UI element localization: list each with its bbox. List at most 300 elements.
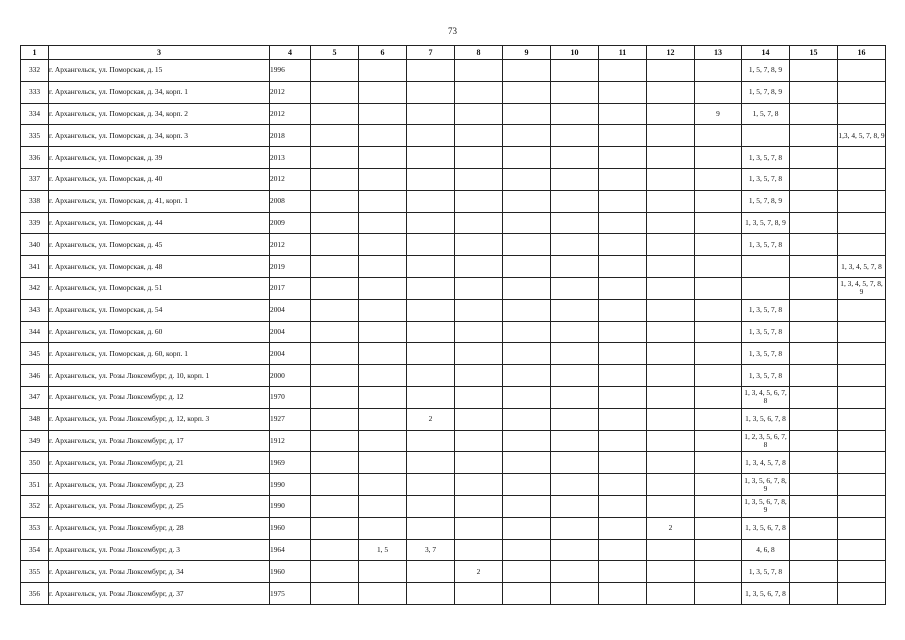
column-16-cell (838, 60, 886, 82)
column-13-cell: 9 (695, 103, 742, 125)
column-9-cell (503, 386, 551, 408)
column-5-cell (311, 539, 359, 561)
column-16-cell (838, 539, 886, 561)
row-number-cell: 351 (21, 474, 49, 496)
column-7-cell (407, 386, 455, 408)
column-13-cell (695, 212, 742, 234)
column-12-cell (647, 125, 695, 147)
column-6-cell (359, 517, 407, 539)
column-9-cell (503, 277, 551, 299)
row-number-cell: 340 (21, 234, 49, 256)
column-7-cell: 3, 7 (407, 539, 455, 561)
address-cell: г. Архангельск, ул. Поморская, д. 44 (49, 212, 270, 234)
column-14-cell: 1, 5, 7, 8, 9 (742, 190, 790, 212)
column-15-cell (790, 517, 838, 539)
address-cell: г. Архангельск, ул. Розы Люксембург, д. 12, корп. 3 (49, 408, 270, 430)
column-header-4: 4 (270, 46, 311, 60)
table-header (21, 46, 886, 60)
column-12-cell (647, 103, 695, 125)
column-12-cell (647, 81, 695, 103)
column-5-cell (311, 474, 359, 496)
column-7-cell (407, 125, 455, 147)
column-8-cell (455, 517, 503, 539)
column-16-cell: 1,3, 4, 5, 7, 8, 9 (838, 125, 886, 147)
column-6-cell (359, 561, 407, 583)
column-7-cell (407, 212, 455, 234)
table-row (21, 212, 886, 234)
column-9-cell (503, 234, 551, 256)
column-13-cell (695, 474, 742, 496)
column-5-cell (311, 256, 359, 278)
column-6-cell (359, 190, 407, 212)
table-row (21, 343, 886, 365)
column-11-cell (599, 234, 647, 256)
column-16-cell (838, 168, 886, 190)
year-cell: 1969 (270, 452, 311, 474)
column-10-cell (551, 517, 599, 539)
column-14-cell: 1, 3, 5, 7, 8 (742, 365, 790, 387)
column-8-cell (455, 343, 503, 365)
column-12-cell (647, 561, 695, 583)
column-9-cell (503, 539, 551, 561)
column-7-cell: 2 (407, 408, 455, 430)
address-cell: г. Архангельск, ул. Поморская, д. 34, корп. 3 (49, 125, 270, 147)
column-16-cell (838, 386, 886, 408)
column-8-cell (455, 60, 503, 82)
table-row (21, 277, 886, 299)
column-8-cell (455, 365, 503, 387)
column-9-cell (503, 103, 551, 125)
column-5-cell (311, 561, 359, 583)
address-cell: г. Архангельск, ул. Розы Люксембург, д. 25 (49, 495, 270, 517)
column-10-cell (551, 321, 599, 343)
row-number-cell: 333 (21, 81, 49, 103)
column-header-8: 8 (455, 46, 503, 60)
column-6-cell (359, 474, 407, 496)
year-cell: 1990 (270, 474, 311, 496)
column-7-cell (407, 474, 455, 496)
column-5-cell (311, 408, 359, 430)
column-8-cell (455, 452, 503, 474)
column-5-cell (311, 517, 359, 539)
year-cell: 1996 (270, 60, 311, 82)
column-13-cell (695, 343, 742, 365)
year-cell: 2004 (270, 321, 311, 343)
column-6-cell (359, 125, 407, 147)
column-10-cell (551, 430, 599, 452)
column-9-cell (503, 299, 551, 321)
column-7-cell (407, 256, 455, 278)
row-number-cell: 342 (21, 277, 49, 299)
column-7-cell (407, 234, 455, 256)
column-10-cell (551, 125, 599, 147)
column-13-cell (695, 561, 742, 583)
column-9-cell (503, 583, 551, 605)
table-row (21, 386, 886, 408)
column-8-cell (455, 583, 503, 605)
row-number-cell: 334 (21, 103, 49, 125)
column-15-cell (790, 386, 838, 408)
column-14-cell: 1, 5, 7, 8, 9 (742, 60, 790, 82)
column-7-cell (407, 365, 455, 387)
column-12-cell (647, 365, 695, 387)
column-10-cell (551, 103, 599, 125)
column-10-cell (551, 408, 599, 430)
column-14-cell: 1, 3, 4, 5, 6, 7, 8 (742, 386, 790, 408)
column-16-cell (838, 103, 886, 125)
column-16-cell (838, 147, 886, 169)
column-10-cell (551, 539, 599, 561)
column-5-cell (311, 343, 359, 365)
row-number-cell: 350 (21, 452, 49, 474)
row-number-cell: 353 (21, 517, 49, 539)
column-15-cell (790, 365, 838, 387)
column-8-cell (455, 256, 503, 278)
column-14-cell: 1, 3, 5, 7, 8 (742, 234, 790, 256)
address-cell: г. Архангельск, ул. Розы Люксембург, д. 21 (49, 452, 270, 474)
column-8-cell (455, 234, 503, 256)
row-number-cell: 355 (21, 561, 49, 583)
column-10-cell (551, 277, 599, 299)
column-12-cell (647, 343, 695, 365)
column-11-cell (599, 365, 647, 387)
column-8-cell (455, 299, 503, 321)
column-12-cell (647, 190, 695, 212)
column-5-cell (311, 583, 359, 605)
column-5-cell (311, 452, 359, 474)
column-12-cell (647, 583, 695, 605)
column-9-cell (503, 408, 551, 430)
table-row (21, 408, 886, 430)
column-12-cell (647, 168, 695, 190)
year-cell: 2008 (270, 190, 311, 212)
column-15-cell (790, 430, 838, 452)
column-14-cell: 1, 3, 5, 7, 8 (742, 147, 790, 169)
column-10-cell (551, 234, 599, 256)
column-9-cell (503, 343, 551, 365)
column-7-cell (407, 517, 455, 539)
column-13-cell (695, 583, 742, 605)
column-11-cell (599, 452, 647, 474)
column-14-cell: 4, 6, 8 (742, 539, 790, 561)
column-15-cell (790, 539, 838, 561)
row-number-cell: 339 (21, 212, 49, 234)
address-cell: г. Архангельск, ул. Поморская, д. 60, корп. 1 (49, 343, 270, 365)
row-number-cell: 352 (21, 495, 49, 517)
address-cell: г. Архангельск, ул. Поморская, д. 15 (49, 60, 270, 82)
address-cell: г. Архангельск, ул. Поморская, д. 40 (49, 168, 270, 190)
column-11-cell (599, 212, 647, 234)
column-16-cell (838, 343, 886, 365)
column-15-cell (790, 60, 838, 82)
column-11-cell (599, 539, 647, 561)
column-7-cell (407, 495, 455, 517)
column-8-cell (455, 81, 503, 103)
year-cell: 2000 (270, 365, 311, 387)
column-14-cell: 1, 2, 3, 5, 6, 7, 8 (742, 430, 790, 452)
row-number-cell: 336 (21, 147, 49, 169)
column-13-cell (695, 430, 742, 452)
table-row (21, 256, 886, 278)
column-6-cell (359, 256, 407, 278)
column-12-cell (647, 299, 695, 321)
column-8-cell (455, 474, 503, 496)
column-15-cell (790, 125, 838, 147)
column-9-cell (503, 517, 551, 539)
column-13-cell (695, 60, 742, 82)
column-11-cell (599, 386, 647, 408)
column-12-cell: 2 (647, 517, 695, 539)
column-10-cell (551, 60, 599, 82)
table-row (21, 321, 886, 343)
column-12-cell (647, 277, 695, 299)
column-15-cell (790, 81, 838, 103)
column-6-cell (359, 103, 407, 125)
column-header-11: 11 (599, 46, 647, 60)
column-5-cell (311, 212, 359, 234)
column-10-cell (551, 343, 599, 365)
column-13-cell (695, 386, 742, 408)
row-number-cell: 354 (21, 539, 49, 561)
column-12-cell (647, 147, 695, 169)
column-8-cell (455, 386, 503, 408)
column-13-cell (695, 81, 742, 103)
column-8-cell (455, 103, 503, 125)
column-15-cell (790, 583, 838, 605)
column-14-cell: 1, 5, 7, 8, 9 (742, 81, 790, 103)
column-16-cell (838, 474, 886, 496)
column-14-cell (742, 125, 790, 147)
column-9-cell (503, 168, 551, 190)
column-5-cell (311, 321, 359, 343)
column-14-cell: 1, 3, 5, 6, 7, 8, 9 (742, 474, 790, 496)
row-number-cell: 344 (21, 321, 49, 343)
column-9-cell (503, 212, 551, 234)
column-13-cell (695, 277, 742, 299)
column-6-cell (359, 81, 407, 103)
column-header-10: 10 (551, 46, 599, 60)
column-10-cell (551, 299, 599, 321)
column-5-cell (311, 103, 359, 125)
column-13-cell (695, 168, 742, 190)
column-10-cell (551, 190, 599, 212)
column-6-cell (359, 321, 407, 343)
column-8-cell (455, 212, 503, 234)
column-13-cell (695, 452, 742, 474)
column-6-cell (359, 430, 407, 452)
column-header-12: 12 (647, 46, 695, 60)
column-11-cell (599, 474, 647, 496)
table-row (21, 125, 886, 147)
column-15-cell (790, 256, 838, 278)
column-15-cell (790, 103, 838, 125)
column-6-cell (359, 60, 407, 82)
column-5-cell (311, 299, 359, 321)
address-cell: г. Архангельск, ул. Поморская, д. 51 (49, 277, 270, 299)
column-12-cell (647, 408, 695, 430)
address-cell: г. Архангельск, ул. Поморская, д. 60 (49, 321, 270, 343)
address-cell: г. Архангельск, ул. Поморская, д. 34, корп. 1 (49, 81, 270, 103)
column-7-cell (407, 60, 455, 82)
column-8-cell (455, 190, 503, 212)
year-cell: 2018 (270, 125, 311, 147)
address-cell: г. Архангельск, ул. Розы Люксембург, д. 17 (49, 430, 270, 452)
column-6-cell (359, 234, 407, 256)
column-header-16: 16 (838, 46, 886, 60)
column-13-cell (695, 147, 742, 169)
column-7-cell (407, 168, 455, 190)
column-11-cell (599, 125, 647, 147)
column-5-cell (311, 168, 359, 190)
column-6-cell (359, 408, 407, 430)
column-15-cell (790, 299, 838, 321)
column-9-cell (503, 60, 551, 82)
column-12-cell (647, 212, 695, 234)
year-cell: 1960 (270, 561, 311, 583)
year-cell: 1912 (270, 430, 311, 452)
column-6-cell (359, 168, 407, 190)
row-number-cell: 337 (21, 168, 49, 190)
column-12-cell (647, 256, 695, 278)
column-16-cell (838, 299, 886, 321)
column-6-cell: 1, 5 (359, 539, 407, 561)
table-row (21, 561, 886, 583)
column-14-cell: 1, 5, 7, 8 (742, 103, 790, 125)
column-11-cell (599, 168, 647, 190)
year-cell: 1970 (270, 386, 311, 408)
table-row (21, 430, 886, 452)
column-10-cell (551, 212, 599, 234)
column-header-3: 3 (49, 46, 270, 60)
column-12-cell (647, 60, 695, 82)
column-11-cell (599, 495, 647, 517)
year-cell: 2013 (270, 147, 311, 169)
column-14-cell: 1, 3, 5, 6, 7, 8 (742, 583, 790, 605)
column-13-cell (695, 408, 742, 430)
column-11-cell (599, 321, 647, 343)
row-number-cell: 349 (21, 430, 49, 452)
column-header-14: 14 (742, 46, 790, 60)
table-row (21, 452, 886, 474)
year-cell: 2004 (270, 299, 311, 321)
column-5-cell (311, 277, 359, 299)
column-15-cell (790, 212, 838, 234)
column-11-cell (599, 60, 647, 82)
table-row (21, 365, 886, 387)
column-14-cell: 1, 3, 4, 5, 7, 8 (742, 452, 790, 474)
column-16-cell: 1, 3, 4, 5, 7, 8 (838, 256, 886, 278)
column-11-cell (599, 299, 647, 321)
column-9-cell (503, 561, 551, 583)
column-header-7: 7 (407, 46, 455, 60)
year-cell: 2017 (270, 277, 311, 299)
column-7-cell (407, 277, 455, 299)
column-14-cell: 1, 3, 5, 7, 8 (742, 561, 790, 583)
column-6-cell (359, 147, 407, 169)
column-12-cell (647, 452, 695, 474)
year-cell: 1960 (270, 517, 311, 539)
column-8-cell (455, 147, 503, 169)
column-13-cell (695, 299, 742, 321)
address-cell: г. Архангельск, ул. Розы Люксембург, д. 23 (49, 474, 270, 496)
column-9-cell (503, 190, 551, 212)
column-12-cell (647, 321, 695, 343)
column-16-cell (838, 452, 886, 474)
table-row (21, 474, 886, 496)
column-7-cell (407, 452, 455, 474)
year-cell: 2012 (270, 168, 311, 190)
column-9-cell (503, 256, 551, 278)
column-5-cell (311, 234, 359, 256)
column-16-cell (838, 583, 886, 605)
column-7-cell (407, 103, 455, 125)
column-11-cell (599, 277, 647, 299)
column-11-cell (599, 190, 647, 212)
column-8-cell: 2 (455, 561, 503, 583)
column-12-cell (647, 474, 695, 496)
row-number-cell: 343 (21, 299, 49, 321)
column-16-cell: 1, 3, 4, 5, 7, 8, 9 (838, 277, 886, 299)
year-cell: 2012 (270, 81, 311, 103)
column-10-cell (551, 583, 599, 605)
year-cell: 1990 (270, 495, 311, 517)
column-13-cell (695, 495, 742, 517)
address-cell: г. Архангельск, ул. Поморская, д. 34, корп. 2 (49, 103, 270, 125)
column-6-cell (359, 343, 407, 365)
table-row (21, 234, 886, 256)
column-16-cell (838, 430, 886, 452)
column-7-cell (407, 343, 455, 365)
column-11-cell (599, 517, 647, 539)
column-14-cell (742, 277, 790, 299)
column-11-cell (599, 430, 647, 452)
column-14-cell: 1, 3, 5, 7, 8 (742, 168, 790, 190)
column-10-cell (551, 386, 599, 408)
row-number-cell: 341 (21, 256, 49, 278)
column-13-cell (695, 190, 742, 212)
row-number-cell: 348 (21, 408, 49, 430)
address-cell: г. Архангельск, ул. Розы Люксембург, д. 3 (49, 539, 270, 561)
year-cell: 2012 (270, 103, 311, 125)
column-13-cell (695, 125, 742, 147)
page-number: 73 (448, 26, 457, 36)
column-15-cell (790, 474, 838, 496)
column-8-cell (455, 495, 503, 517)
column-5-cell (311, 386, 359, 408)
column-15-cell (790, 168, 838, 190)
column-5-cell (311, 190, 359, 212)
column-16-cell (838, 408, 886, 430)
row-number-cell: 345 (21, 343, 49, 365)
column-14-cell: 1, 3, 5, 7, 8 (742, 321, 790, 343)
column-16-cell (838, 495, 886, 517)
column-15-cell (790, 190, 838, 212)
column-15-cell (790, 234, 838, 256)
column-9-cell (503, 147, 551, 169)
column-13-cell (695, 517, 742, 539)
column-10-cell (551, 495, 599, 517)
column-7-cell (407, 190, 455, 212)
column-13-cell (695, 321, 742, 343)
column-11-cell (599, 256, 647, 278)
column-8-cell (455, 125, 503, 147)
column-11-cell (599, 147, 647, 169)
table-row (21, 517, 886, 539)
column-8-cell (455, 168, 503, 190)
column-10-cell (551, 474, 599, 496)
address-cell: г. Архангельск, ул. Поморская, д. 45 (49, 234, 270, 256)
column-7-cell (407, 147, 455, 169)
